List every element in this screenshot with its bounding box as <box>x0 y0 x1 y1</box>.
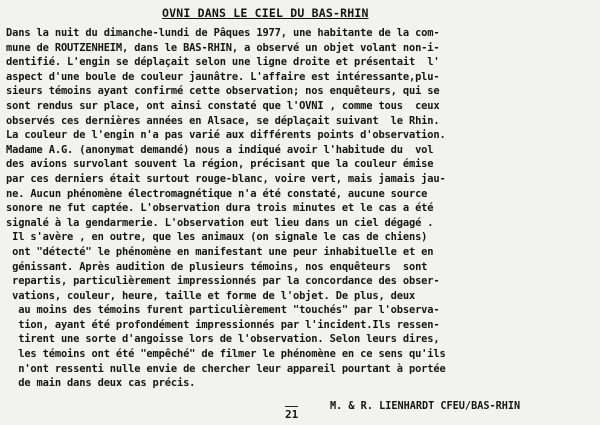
author-signature: M. & R. LIENHARDT CFEU/BAS-RHIN <box>330 401 521 412</box>
body-line: sont rendus sur place, ont ainsi constaté que l'OVNI , comme tous ceux <box>6 99 440 112</box>
body-line: de main dans deux cas précis. <box>6 377 196 390</box>
body-line: La couleur de l'engin n'a pas varié aux différents points d'observation. <box>6 129 446 142</box>
body-line: Dans la nuit du dimanche-lundi de Pâques 1977, une habitante de la com- <box>6 27 440 39</box>
body-line: par ces derniers était surtout rouge-blanc, voire vert, mais jamais jau- <box>6 172 446 185</box>
body-line: des avions survolant souvent la région, précisant que la couleur émise <box>6 158 434 171</box>
article-title: OVNI DANS LE CIEL DU BAS-RHIN <box>162 6 369 20</box>
body-line: mune de ROUTZENHEIM, dans le BAS-RHIN, a observé un objet volant non-i- <box>6 41 440 54</box>
body-line: génissant. Après audition de plusieurs témoins, nos enquêteurs sont <box>6 260 428 273</box>
body-line: sonore ne fut captée. L'observation dura trois minutes et le cas a été <box>6 202 434 215</box>
body-line: au moins des témoins furent particulièrement "touchés" par l'observa- <box>6 304 440 317</box>
body-line: vations, couleur, heure, taille et forme de l'objet. De plus, deux <box>6 289 416 302</box>
body-line: sieurs témoins ayant confirmé cette observation; nos enquêteurs, qui se <box>6 85 440 98</box>
body-line: signalé à la gendarmerie. L'observation eut lieu dans un ciel dégagé . <box>6 216 434 229</box>
body-line: dentifié. L'engin se déplaçait selon une ligne droite et présentait l' <box>6 56 440 69</box>
page-number: 21 <box>285 408 299 421</box>
body-line: les témoins ont été "empêché" de filmer le phénomène en ce sens qu'ils <box>6 348 446 361</box>
article-body <box>6 26 596 391</box>
body-line: n'ont ressenti nulle envie de chercher leur appareil pourtant à portée <box>6 362 446 375</box>
body-line: tirent une sorte d'angoisse lors de l'observation. Selon leurs dires, <box>6 333 440 346</box>
body-line: observés ces dernières années en Alsace, se déplaçait suivant le Rhin. <box>6 114 440 127</box>
body-line: repartis, particulièrement impressionnés par la concordance des obser- <box>6 275 440 288</box>
body-line: ne. Aucun phénomène électromagnétique n'a été constaté, aucune source <box>6 187 428 200</box>
body-line: Il s'avère , en outre, que les animaux (on signale le cas de chiens) <box>6 231 428 244</box>
body-line: aspect d'une boule de couleur jaunâtre. L'affaire est intéressante,plu- <box>6 70 440 83</box>
body-line: tion, ayant été profondément impressionnés par l'incident.Ils ressen- <box>6 318 440 331</box>
body-line: Madame A.G. (anonymat demandé) nous a indiqué avoir l'habitude du vol <box>6 143 434 156</box>
body-line: ont "détecté" le phénomène en manifestant une peur inhabituelle et en <box>6 245 434 258</box>
